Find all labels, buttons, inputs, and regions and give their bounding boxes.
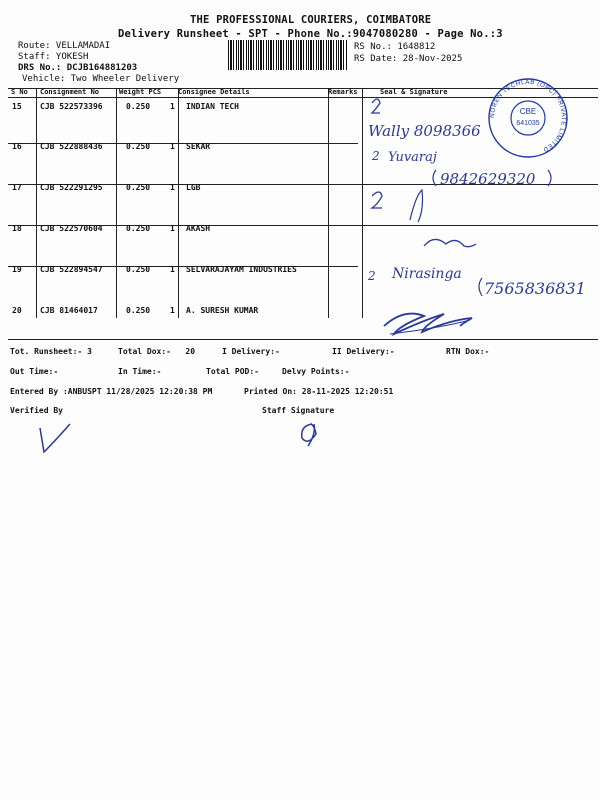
handwritten-phone-row16: 9842629320 — [440, 170, 536, 188]
out-time: Out Time:- — [10, 367, 59, 376]
row-pcs: 1 — [170, 183, 175, 192]
row-pcs: 1 — [170, 306, 175, 315]
total-dox: Total Dox:- 20 — [118, 347, 196, 356]
row-pcs: 1 — [170, 142, 175, 151]
second-delivery: II Delivery:- — [332, 347, 395, 356]
verified-signature — [40, 424, 70, 452]
row-consignee: SELVARAJAYAM INDUSTRIES — [186, 265, 297, 274]
staff-label: Staff: YOKESH — [18, 52, 89, 62]
col-consignee: Consignee Details — [178, 88, 250, 96]
row-weight: 0.250 — [126, 102, 151, 111]
row-consignment: CJB 522291295 — [40, 183, 103, 192]
row-consignment: CJB 522570604 — [40, 224, 103, 233]
verified-by-label: Verified By — [10, 406, 63, 415]
handwritten-name-phone-row15: Wally 8098366 — [368, 122, 481, 140]
handwritten-name-row19: Nirasinga — [392, 266, 462, 282]
company-title: THE PROFESSIONAL COURIERS, COIMBATORE — [190, 14, 432, 26]
rtn-dox: RTN Dox:- — [446, 347, 490, 356]
vehicle-label: Vehicle: Two Wheeler Delivery — [22, 74, 180, 84]
rs-number: RS No.: 1648812 — [354, 42, 436, 52]
svg-text:2: 2 — [372, 149, 380, 163]
row-consignee: AKASH — [186, 224, 211, 233]
in-time: In Time:- — [118, 367, 162, 376]
route-label: Route: VELLAMADAI — [18, 41, 111, 51]
handwritten-signature-row17 — [372, 190, 423, 222]
company-seal-stamp — [489, 79, 567, 157]
printed-on: Printed On: 28-11-2025 12:20:51 — [244, 387, 394, 396]
row-sno: 20 — [12, 306, 22, 315]
row-consignee: A. SURESH KUMAR — [186, 306, 259, 315]
col-sno: S No — [11, 88, 28, 96]
staff-signature-label: Staff Signature — [262, 406, 335, 415]
handwritten-signature-row20 — [384, 314, 472, 334]
row-weight: 0.250 — [126, 183, 151, 192]
total-runsheet: Tot. Runsheet:- 3 — [10, 347, 92, 356]
handwritten-name-row16: Yuvaraj — [388, 150, 437, 165]
total-pod: Total POD:- — [206, 367, 259, 376]
row-weight: 0.250 — [126, 265, 151, 274]
stamp-ring-text: NOREN TECHLAB (OPC) PRIVATE LIMITED — [488, 78, 568, 154]
row-consignment: CJB 522894547 — [40, 265, 103, 274]
entered-by: Entered By :ANBUSPT 11/28/2025 12:20:38 PM — [10, 387, 213, 396]
row-consignment: CJB 522888436 — [40, 142, 103, 151]
row-sno: 18 — [12, 224, 22, 233]
svg-text:2: 2 — [368, 269, 376, 283]
drs-number: DRS No.: DCJB164881203 — [18, 63, 138, 73]
row-weight: 0.250 — [126, 306, 151, 315]
handwritten-signature-row16 — [371, 149, 551, 188]
row-sno: 17 — [12, 183, 22, 192]
row-pcs: 1 — [170, 224, 175, 233]
handwritten-signature-row15 — [368, 99, 481, 140]
row-weight: 0.250 — [126, 224, 151, 233]
col-remarks: Remarks — [328, 88, 358, 96]
stamp-center-bottom: 641035 — [516, 120, 540, 127]
row-sno: 16 — [12, 142, 22, 151]
col-consignment: Consignment No — [40, 88, 100, 96]
row-pcs: 1 — [170, 265, 175, 274]
first-delivery: I Delivery:- — [222, 347, 280, 356]
row-weight: 0.250 — [126, 142, 151, 151]
delivery-points: Delvy Points:- — [282, 367, 350, 376]
col-weight-pcs: Weight PCS — [119, 88, 162, 96]
staff-signature-mark — [302, 424, 316, 446]
row-consignment: CJB 81464017 — [40, 306, 98, 315]
row-consignee: LGB — [186, 183, 201, 192]
row-consignee: SEKAR — [186, 142, 211, 151]
handwritten-signature-row19 — [367, 266, 586, 298]
row-consignment: CJB 522573396 — [40, 102, 103, 111]
col-seal-signature: Seal & Signature — [380, 88, 448, 96]
stamp-center-top: CBE — [519, 107, 537, 116]
row-sno: 19 — [12, 265, 22, 274]
rs-date: RS Date: 28-Nov-2025 — [354, 54, 463, 64]
handwritten-phone-row19: 7565836831 — [484, 279, 586, 298]
row-pcs: 1 — [170, 102, 175, 111]
row-sno: 15 — [12, 102, 22, 111]
row-consignee: INDIAN TECH — [186, 102, 239, 111]
runsheet-subtitle: Delivery Runsheet - SPT - Phone No.:9047080280 - Page No.:3 — [118, 28, 503, 40]
handwritten-signature-row18 — [424, 239, 476, 246]
